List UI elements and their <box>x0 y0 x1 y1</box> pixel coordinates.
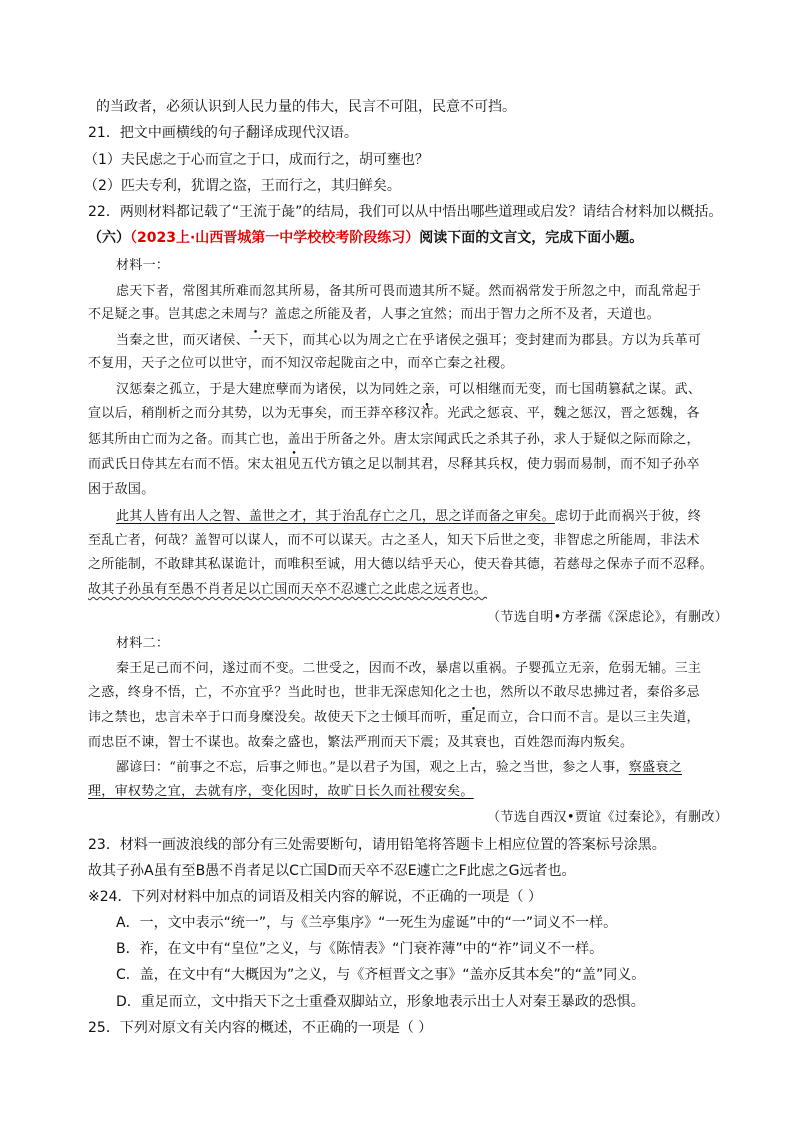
question-24-option-d: D．重足而立，文中指天下之士重叠双脚站立，形象地表示出士人对秦王暴政的恐惧。 <box>116 994 645 1010</box>
section-6-instruction: 阅读下面的文言文，完成下面小题。 <box>419 230 644 246</box>
passage-line <box>116 508 701 526</box>
question-22: 22．两则材料都记载了“王流于彘”的结局，我们可以从中悟出哪些道理或启发？请结合材料加以概括。 <box>88 204 723 220</box>
passage-line <box>88 431 700 449</box>
question-23-options: 故其子孙A虽有至B愚不肖者足以C亡国D而天卒不忍E遽亡之F此虑之G远者也。 <box>88 863 576 879</box>
material-1-title: 材料一： <box>116 258 170 273</box>
passage-line: 不复用，天子之位可以世守，而不知汉帝起陇亩之中，而卒亡秦之社稷。 <box>88 356 514 371</box>
passage-text: 而立，合口而不言。是以三主失道， <box>487 710 700 725</box>
passage-text: 虑切于此而祸兴于彼，终 <box>554 509 702 524</box>
question-21-part-1: （1）夫民虑之于心而宣之于口，成而行之，胡可壅也？ <box>84 152 429 168</box>
passage-text: 。光武之惩哀、平，魏之惩汉，晋之惩魏，各 <box>433 406 700 421</box>
passage-line <box>116 759 682 777</box>
passage-line: 而忠臣不谏，智士不谋也。故秦之盛也，繁法严刑而天下震；及其衰也，百姓怨而海内叛矣。 <box>88 735 634 750</box>
passage-line: 不足疑之事。岂其虑之未周与？盖虑之所能及者，人事之宜然；而出于智力之所不及者，天道也。 <box>88 307 660 322</box>
passage-line <box>88 405 700 423</box>
passage-line: 之所能制，不敢肆其私谋诡计，而唯积至诚，用大德以结乎天心，使天眷其德，若慈母之保赤子而不忍释。 <box>88 557 714 572</box>
passage-text: 天下，而其心以为周之亡在乎诸侯之强耳；变封建而为郡县。方以为兵革可 <box>262 333 702 348</box>
passage-text: 出于所备之外。唐太宗闻武氏之杀其子孙，求人于疑似之际而除之， <box>300 432 700 447</box>
question-24-option-c: C．盖，在文中有“大概因为”之义，与《齐桓晋文之事》“盖亦反其本矣”的“盖”同义。 <box>116 967 646 983</box>
passage-line: 困于敌国。 <box>88 482 155 497</box>
text-line: 的当政者，必须认识到人民力量的伟大，民言不可阻，民意不可挡。 <box>96 99 516 115</box>
passage-line: 而武氏日侍其左右而不悟。宋太祖见五代方镇之足以制其君，尽释其兵权，使力弱而易制，而不知子孙卒 <box>88 457 700 472</box>
passage-text: 讳之禁也，忠言未卒于口而身糜没矣。故使天下之士倾耳而听， <box>88 710 461 725</box>
material-2-title: 材料二： <box>116 636 170 651</box>
passage-line: 虑天下者，常图其所难而忽其所易，备其所可畏而遗其所不疑。然而祸常发于所忽之中，而乱常起于 <box>116 284 702 299</box>
dotted-word-zuo: 祚 <box>420 406 434 421</box>
source-citation-1: （节选自明•方孝孺《深虑论》，有删改） <box>487 610 728 625</box>
passage-line: 至乱亡者，何哉？盖智可以谋人，而不可以谋天。古之圣人，知天下后世之变，非智虑之所能周，非法术 <box>88 533 700 548</box>
passage-line: 秦王足己而不问，遂过而不变。二世受之，因而不改，暴虐以重祸。子婴孤立无亲，危弱无辅。三主 <box>116 661 702 676</box>
passage-line: 汉惩秦之孤立，于是大建庶孽而为诸侯，以为同姓之亲，可以相继而无变，而七国萌篡弑之谋。武、 <box>116 382 702 397</box>
passage-line <box>88 581 487 599</box>
section-6-heading <box>88 229 643 247</box>
underlined-sentence: 理，审权势之宜，去就有序，变化因时，故旷日长久而社稷安矣。 <box>88 784 474 799</box>
dotted-word-yi: 一 <box>249 333 263 348</box>
passage-line <box>116 332 701 350</box>
passage-line: 之惑，终身不悟，亡，不亦宜乎？当此时也，世非无深虑知化之士也，然所以不敢尽忠拂过者，秦俗多忌 <box>88 685 700 700</box>
source-citation-2: （节选自西汉•贾谊《过秦论》，有删改） <box>487 810 728 825</box>
section-6-source: （2023上·山西晋城第一中学校校考阶段练习） <box>130 230 420 246</box>
underlined-sentence: 此其人皆有出人之智、盖世之才，其于治乱存亡之几，思之详而备之审矣。 <box>116 509 555 524</box>
question-21-part-2: （2）匹夫专利，犹谓之盗，王而行之，其归鲜矣。 <box>84 178 401 194</box>
question-21: 21．把文中画横线的句子翻译成现代汉语。 <box>88 125 358 141</box>
question-25: 25．下列对原文有关内容的概述，不正确的一项是（ ） <box>88 1020 433 1036</box>
passage-text: 鄙谚曰：“前事之不忘，后事之师也。”是以君子为国，观之上古，验之当世，参之人事， <box>116 760 629 775</box>
passage-text: 当秦之世，而灭诸侯、 <box>116 333 250 348</box>
dotted-word-zhongzu: 重足 <box>460 710 488 725</box>
wavy-underlined-sentence: 故其子孙虽有至愚不肖者足以亡国而天卒不忍遽亡之此虑之远者也。 <box>88 582 488 597</box>
question-24: ※24．下列对材料中加点的词语及相关内容的解说，不正确的一项是（ ） <box>88 889 542 905</box>
question-24-option-a: A．一，文中表示“统一”，与《兰亭集序》“一死生为虚诞”中的“一”词义不一样。 <box>116 915 618 931</box>
passage-line <box>88 783 474 801</box>
passage-line <box>88 709 700 727</box>
passage-text: 宣以后，稍削析之而分其势，以为无事矣，而王莽卒移汉 <box>88 406 421 421</box>
question-24-option-b: B．祚，在文中有“皇位”之义，与《陈情表》“门衰祚薄”中的“祚”词义不一样。 <box>116 941 604 957</box>
section-6-number: （六） <box>88 230 130 246</box>
passage-text: 惩其所由亡而为之备。而其亡也， <box>88 432 288 447</box>
question-23: 23．材料一画波浪线的部分有三处需要断句，请用铅笔将答题卡上相应位置的答案标号涂黑。 <box>88 837 666 853</box>
underlined-sentence: 察盛衰之 <box>628 760 682 775</box>
dotted-word-gai: 盖 <box>287 432 301 447</box>
